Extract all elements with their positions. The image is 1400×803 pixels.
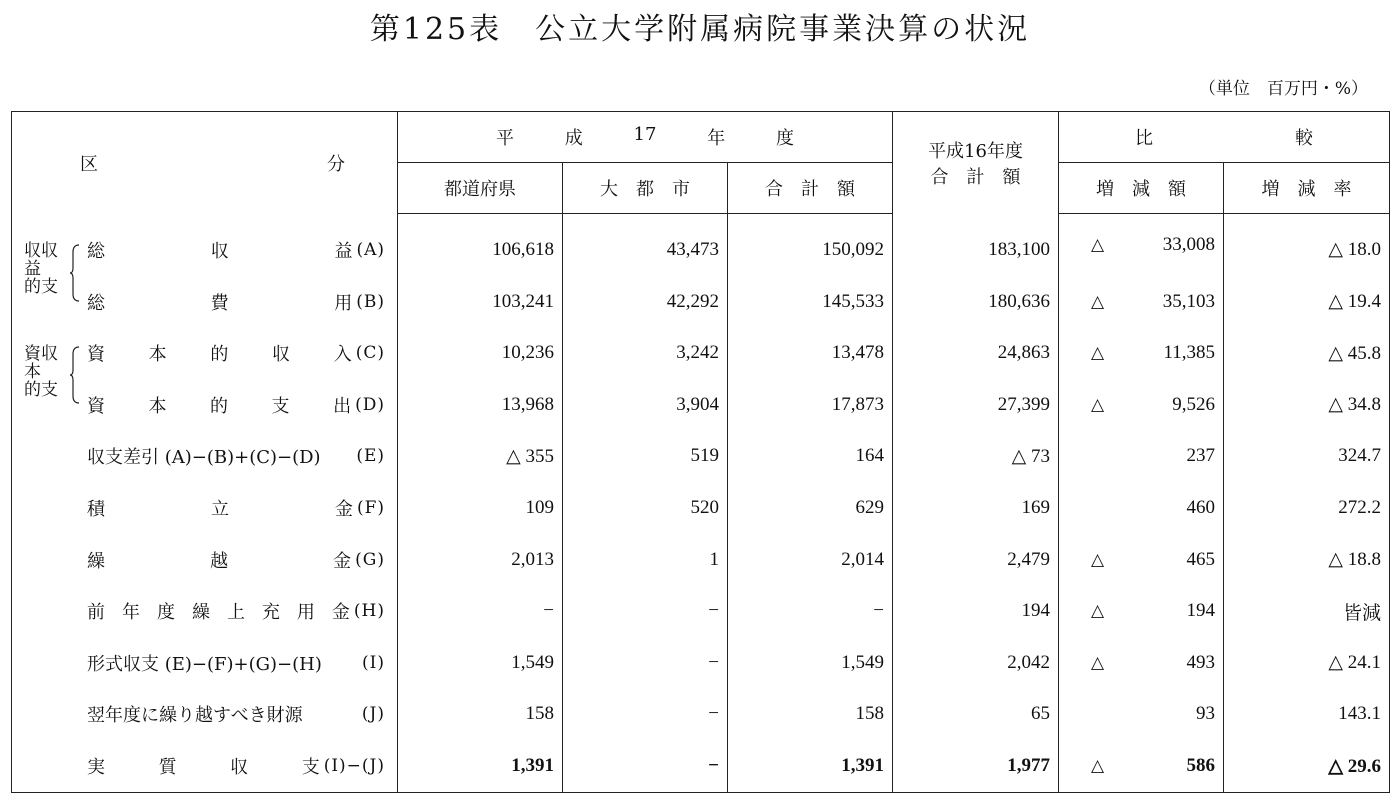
row-mark: (I) xyxy=(362,652,385,673)
settlement-table xyxy=(11,111,1390,793)
group-line: 益 xyxy=(24,259,41,279)
cell-diff-value: 465 xyxy=(1186,548,1216,570)
triangle-icon: △ xyxy=(1091,291,1105,312)
triangle-icon: △ xyxy=(1091,234,1105,255)
row-label-char: 総 xyxy=(87,292,105,314)
row-label xyxy=(12,431,398,483)
group-line: 的支 xyxy=(24,277,58,297)
cell-fy16: 183,100 xyxy=(893,214,1059,276)
cell-diff-value: 35,103 xyxy=(1162,290,1216,312)
row-label xyxy=(12,637,398,689)
row-label-char: 充 xyxy=(261,602,280,624)
cell-city: 3,242 xyxy=(563,327,728,379)
triangle-icon: △ xyxy=(1091,652,1105,673)
cell-diff-value: 33,008 xyxy=(1162,233,1216,255)
fy16-header-line2: 合 計 額 xyxy=(930,166,1021,188)
cell-diff xyxy=(1059,689,1224,741)
row-mark: (G) xyxy=(355,549,385,570)
compare-char: 較 xyxy=(1295,128,1314,149)
triangle-icon: △ xyxy=(1091,394,1105,415)
cell-fy16: 24,863 xyxy=(893,327,1059,379)
compare-char: 比 xyxy=(1135,128,1154,149)
group-label-income xyxy=(24,242,58,296)
cell-diff xyxy=(1059,327,1224,379)
row-label-char: 翌年度に繰り越すべき財源 xyxy=(87,705,303,727)
table-row xyxy=(12,637,1390,689)
table-row xyxy=(12,689,1390,741)
cell-diff xyxy=(1059,740,1224,792)
cell-fy16: 1,977 xyxy=(893,740,1059,792)
cell-total: 1,549 xyxy=(728,637,893,689)
group-line: 本 xyxy=(24,362,41,382)
table-row xyxy=(12,276,1390,328)
unit-note: （単位 百万円・%） xyxy=(1198,79,1368,99)
category-header xyxy=(12,112,398,214)
row-mark: (J) xyxy=(361,704,385,725)
row-mark: (F) xyxy=(356,497,385,518)
cell-diff-value: 493 xyxy=(1186,651,1216,673)
row-label-char: 金 xyxy=(334,498,353,520)
cell-diff xyxy=(1059,482,1224,534)
cell-rate: 272.2 xyxy=(1224,482,1390,534)
cell-total: 158 xyxy=(728,689,893,741)
row-label-char: 実 xyxy=(87,757,105,779)
row-label-char: 年 xyxy=(121,602,140,624)
row-label-char: 金 xyxy=(333,550,352,572)
category-header-char: 区 xyxy=(80,153,98,175)
cell-fy16: 2,479 xyxy=(893,534,1059,586)
row-label-char: 繰 xyxy=(191,602,210,624)
row-label-char: 用 xyxy=(334,292,353,314)
row-label-char: 収支差引 (A)−(B)+(C)−(D) xyxy=(87,447,321,469)
row-label-char: 収 xyxy=(230,757,249,779)
cell-prefecture: △ 355 xyxy=(398,431,563,483)
col-header-city: 大 都 市 xyxy=(563,163,728,214)
table-row xyxy=(12,534,1390,586)
cell-rate: △ 24.1 xyxy=(1224,637,1390,689)
cell-diff xyxy=(1059,431,1224,483)
row-label-char: 上 xyxy=(226,602,245,624)
cell-diff xyxy=(1059,637,1224,689)
row-mark: (C) xyxy=(355,343,385,364)
brace-icon xyxy=(70,244,80,305)
cell-rate: 皆減 xyxy=(1224,585,1390,637)
cell-diff-value: 9,526 xyxy=(1172,393,1216,415)
cell-total: 1,391 xyxy=(728,740,893,792)
cell-diff-value: 237 xyxy=(1186,445,1216,467)
cell-city: 1 xyxy=(563,534,728,586)
col-header-prefecture: 都道府県 xyxy=(398,163,563,214)
row-mark: (H) xyxy=(353,601,385,622)
row-label-char: 立 xyxy=(210,498,229,520)
cell-prefecture: 103,241 xyxy=(398,276,563,328)
compare-header xyxy=(1059,112,1390,163)
fy17-char: 成 xyxy=(564,128,583,149)
table-row xyxy=(12,327,1390,379)
brace-icon xyxy=(70,346,80,407)
table-row xyxy=(12,740,1390,792)
cell-rate: △ 18.0 xyxy=(1224,214,1390,276)
cell-city: 3,904 xyxy=(563,379,728,431)
row-label-char: 益 xyxy=(334,240,353,262)
cell-total: 150,092 xyxy=(728,214,893,276)
fy17-char: 平 xyxy=(496,128,514,149)
row-label-char: 形式収支 (E)−(F)+(G)−(H) xyxy=(87,653,322,675)
cell-diff xyxy=(1059,585,1224,637)
cell-diff xyxy=(1059,379,1224,431)
group-line: 的支 xyxy=(24,380,58,400)
row-label xyxy=(12,740,398,792)
cell-diff-value: 11,385 xyxy=(1163,342,1216,364)
cell-total: 629 xyxy=(728,482,893,534)
cell-diff-value: 460 xyxy=(1186,496,1216,518)
fy17-char: 度 xyxy=(775,128,794,149)
row-label xyxy=(12,689,398,741)
row-label-char: 支 xyxy=(301,757,320,779)
cell-rate: 324.7 xyxy=(1224,431,1390,483)
col-header-diff: 増 減 額 xyxy=(1059,163,1224,214)
triangle-icon: △ xyxy=(1091,601,1105,622)
cell-rate: 143.1 xyxy=(1224,689,1390,741)
row-label-char: 入 xyxy=(333,344,352,366)
cell-prefecture: 2,013 xyxy=(398,534,563,586)
group-label-capital xyxy=(24,345,58,399)
cell-total: 145,533 xyxy=(728,276,893,328)
cell-diff xyxy=(1059,214,1224,276)
table-row xyxy=(12,482,1390,534)
row-label-char: 繰 xyxy=(87,550,105,572)
cell-diff-value: 586 xyxy=(1186,755,1216,777)
row-label-char: 金 xyxy=(331,602,350,624)
cell-total: − xyxy=(728,585,893,637)
cell-prefecture: 13,968 xyxy=(398,379,563,431)
cell-diff-value: 93 xyxy=(1196,703,1216,725)
cell-rate: △ 45.8 xyxy=(1224,327,1390,379)
cell-rate: △ 18.8 xyxy=(1224,534,1390,586)
fy16-header xyxy=(893,112,1059,214)
cell-prefecture: 158 xyxy=(398,689,563,741)
fy17-char: 年 xyxy=(707,128,726,149)
triangle-icon: △ xyxy=(1091,343,1105,364)
cell-city: 43,473 xyxy=(563,214,728,276)
row-mark: (I)−(J) xyxy=(323,756,385,777)
row-label-char: 支 xyxy=(271,395,290,417)
cell-prefecture: 1,391 xyxy=(398,740,563,792)
triangle-icon: △ xyxy=(1091,756,1105,777)
cell-total: 17,873 xyxy=(728,379,893,431)
cell-prefecture: 1,549 xyxy=(398,637,563,689)
row-label-char: 収 xyxy=(210,240,229,262)
cell-fy16: 2,042 xyxy=(893,637,1059,689)
cell-rate: △ 19.4 xyxy=(1224,276,1390,328)
cell-city: − xyxy=(563,637,728,689)
row-label-char: 的 xyxy=(210,395,229,417)
cell-rate: △ 29.6 xyxy=(1224,740,1390,792)
row-label-char: 積 xyxy=(87,498,105,520)
group-line: 収収 xyxy=(24,241,58,261)
row-mark: (E) xyxy=(356,446,385,467)
cell-city: − xyxy=(563,689,728,741)
row-label-char: 前 xyxy=(87,602,105,624)
row-label-char: 越 xyxy=(210,550,229,572)
cell-city: 42,292 xyxy=(563,276,728,328)
row-label xyxy=(12,482,398,534)
cell-prefecture: 10,236 xyxy=(398,327,563,379)
cell-city: − xyxy=(563,740,728,792)
row-label-char: 総 xyxy=(87,240,105,262)
row-label-char: 資 xyxy=(87,395,105,417)
col-header-total: 合 計 額 xyxy=(728,163,893,214)
cell-total: 164 xyxy=(728,431,893,483)
cell-prefecture: − xyxy=(398,585,563,637)
fy17-char: 17 xyxy=(633,124,657,145)
cell-city: 520 xyxy=(563,482,728,534)
category-header-char: 分 xyxy=(327,153,345,175)
row-label-char: 本 xyxy=(148,344,167,366)
row-label-char: 的 xyxy=(210,344,229,366)
row-mark: (B) xyxy=(356,291,385,312)
row-mark: (A) xyxy=(356,239,385,260)
cell-fy16: 65 xyxy=(893,689,1059,741)
fy17-header xyxy=(398,112,893,163)
cell-fy16: 27,399 xyxy=(893,379,1059,431)
cell-prefecture: 106,618 xyxy=(398,214,563,276)
row-label-char: 本 xyxy=(148,395,167,417)
cell-fy16: △ 73 xyxy=(893,431,1059,483)
cell-total: 2,014 xyxy=(728,534,893,586)
cell-total: 13,478 xyxy=(728,327,893,379)
triangle-icon: △ xyxy=(1091,549,1105,570)
table-row xyxy=(12,379,1390,431)
row-label xyxy=(12,534,398,586)
row-label-char: 出 xyxy=(333,395,352,417)
cell-diff xyxy=(1059,534,1224,586)
row-label-char: 費 xyxy=(210,292,229,314)
cell-fy16: 169 xyxy=(893,482,1059,534)
cell-fy16: 194 xyxy=(893,585,1059,637)
table-row xyxy=(12,214,1390,276)
table-title: 第125表 公立大学附属病院事業決算の状況 xyxy=(369,12,1031,47)
col-header-rate: 増 減 率 xyxy=(1224,163,1390,214)
cell-diff-value: 194 xyxy=(1186,600,1216,622)
table-row xyxy=(12,585,1390,637)
cell-city: 519 xyxy=(563,431,728,483)
row-mark: (D) xyxy=(355,394,385,415)
cell-rate: △ 34.8 xyxy=(1224,379,1390,431)
row-label-char: 資 xyxy=(87,344,105,366)
group-line: 資収 xyxy=(24,344,58,364)
table-row xyxy=(12,431,1390,483)
row-label-char: 用 xyxy=(296,602,315,624)
row-label xyxy=(12,585,398,637)
cell-fy16: 180,636 xyxy=(893,276,1059,328)
fy16-header-line1: 平成16年度 xyxy=(928,140,1023,162)
cell-city: − xyxy=(563,585,728,637)
row-label-char: 収 xyxy=(272,344,291,366)
row-label-char: 質 xyxy=(158,757,177,779)
cell-diff xyxy=(1059,276,1224,328)
cell-prefecture: 109 xyxy=(398,482,563,534)
row-label-char: 度 xyxy=(156,602,175,624)
